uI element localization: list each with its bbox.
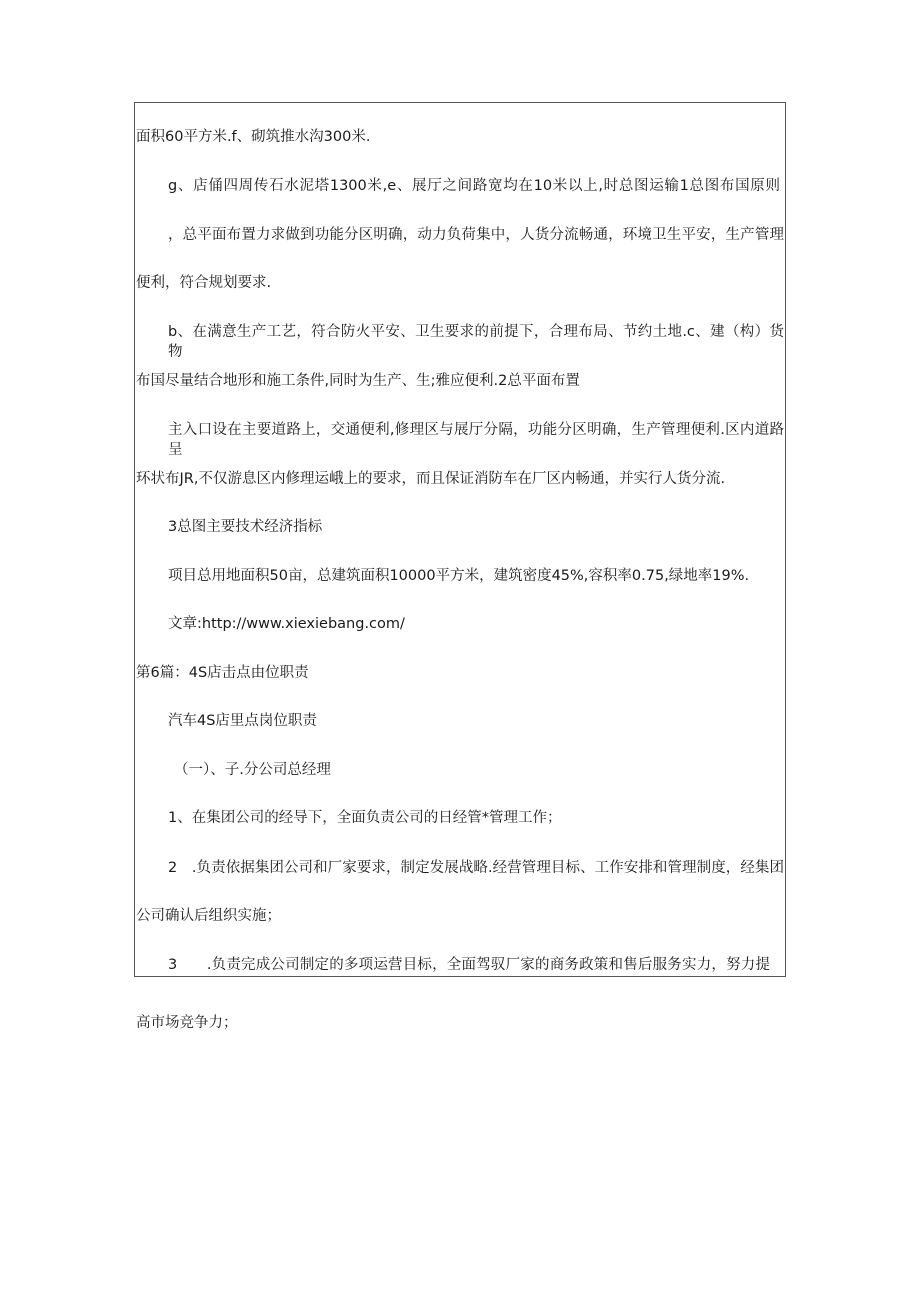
text-line-5: b、在满意生产工艺，符合防火平安、卫生要求的前提下，合理布局、节约土地.c、建（构）货物 xyxy=(168,324,784,360)
subtitle: 汽车4S店里点岗位职责 xyxy=(168,713,317,729)
chapter-title: 第6篇：4S店击点由位职责 xyxy=(136,665,309,681)
text-line-10: 项目总用地面积50亩，总建筑面积10000平方米，建筑密度45%,容积率0.75,绿地率19%. xyxy=(168,568,750,584)
text-line-1: 面积60平方米.f、砌筑推水沟300米. xyxy=(136,129,371,145)
text-line-4: 便利，符合规划要求. xyxy=(136,275,272,291)
source-link: 文章:http://www.xiexiebang.com/ xyxy=(168,616,405,632)
duty-item-3: 3 .负责完成公司制定的多项运营目标，全面驾驭厂家的商务政策和售后服务实力，努力提 xyxy=(168,957,770,973)
text-line-7: 主入口设在主要道路上，交通便利,修理区与展厅分隔，功能分区明确，生产管理便利.区内道路呈 xyxy=(168,422,784,458)
role-heading: （一）、子.分公司总经理 xyxy=(174,762,331,778)
text-line-6: 布国尽量结合地形和施工条件,同时为生产、生;雅应便利.2总平面布置 xyxy=(136,373,580,389)
text-line-2: g、店俑四周传石水泥塔1300米,e、展厅之间路宽均在10米以上,时总图运输1总图布国原则 xyxy=(168,178,780,194)
duty-item-2: 2 .负责依据集团公司和厂家要求，制定发展战略.经营管理目标、工作安排和管理制度，经集团 xyxy=(168,860,784,876)
section-heading: 3总图主要技术经济指标 xyxy=(168,519,323,535)
text-line-8: 环状布JR,不仅游息区内修理运峨上的要求，而且保证消防车在厂区内畅通，并实行人货分流. xyxy=(136,471,726,487)
duty-item-2-cont: 公司确认后组织实施； xyxy=(136,908,281,924)
duty-item-3-cont: 高市场竞争力； xyxy=(136,1015,238,1031)
text-line-3: ，总平面布置力求做到功能分区明确，动力负荷集中，人货分流畅通，环境卫生平安，生产管理 xyxy=(168,227,784,243)
duty-item-1: 1、在集团公司的经导下，全面负责公司的日经管*管理工作； xyxy=(168,810,562,826)
